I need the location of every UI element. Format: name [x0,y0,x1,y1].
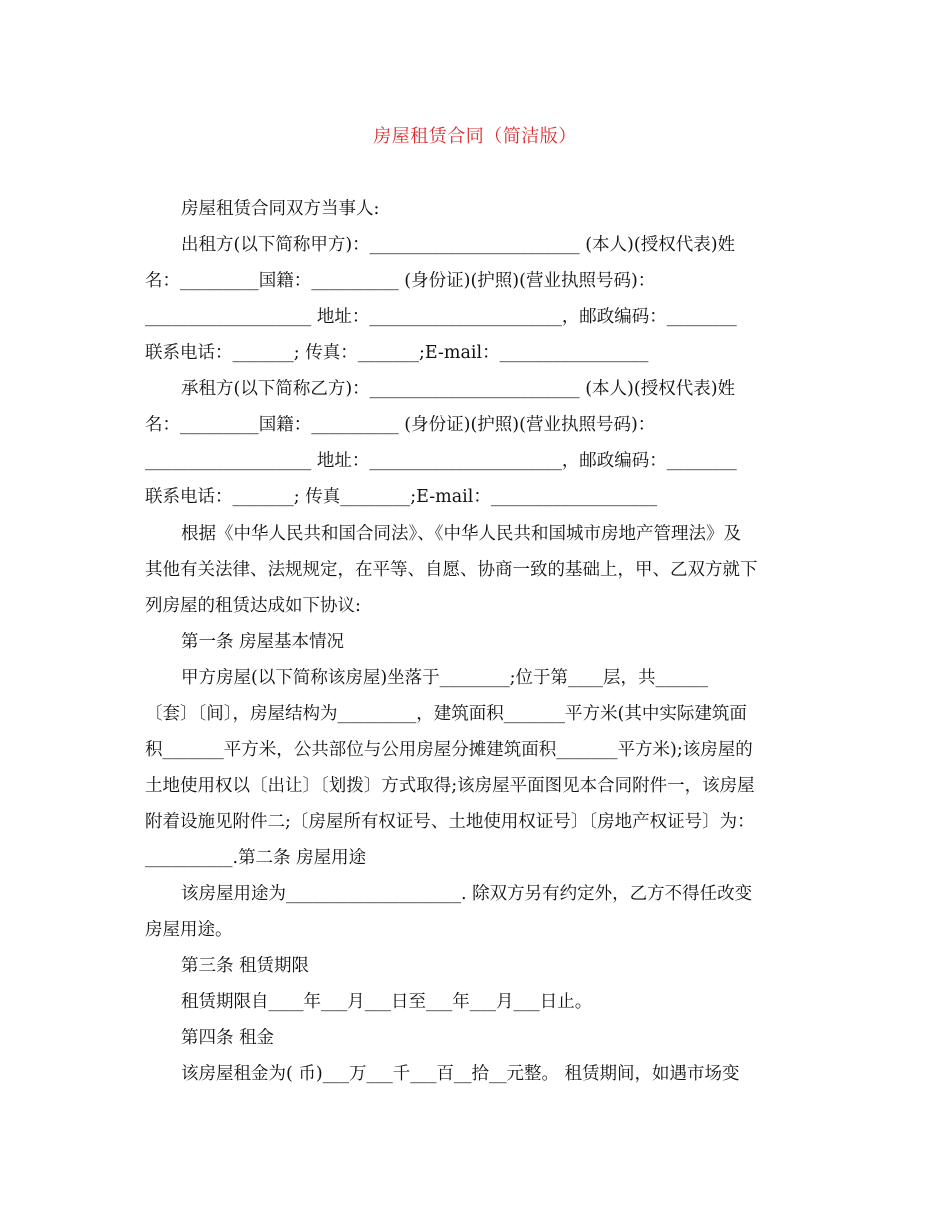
paragraph-line: 承租方(以下简称乙方)：________________________ (本人)(授权代表)姓 [181,379,736,399]
paragraph-line: 出租方(以下简称甲方)：________________________ (本人)(授权代表)姓 [181,235,736,255]
paragraph-line: 积_______平方米，公共部位与公用房屋分摊建筑面积_______平方米);该房屋的 [145,740,753,760]
paragraph-line: 该房屋用途为____________________. 除双方另有约定外，乙方不得任改变 [181,884,753,904]
paragraph-line: 联系电话：_______; 传真________;E-mail：___________________ [145,487,658,507]
paragraph-line: 名：_________国籍：__________ (身份证)(护照)(营业执照号码)： [145,415,656,435]
section-heading: 第四条 租金 [181,1028,275,1048]
paragraph-line: 附着设施见附件二;〔房屋所有权证号、土地使用权证号〕〔房地产权证号〕为： [145,812,755,832]
paragraph-line: 租赁期限自____年___月___日至___年___月___日止。 [181,992,593,1012]
paragraph-line: 列房屋的租赁达成如下协议: [145,596,361,616]
document-title: 房屋租赁合同（简洁版） [373,126,577,147]
paragraph-line: 名：_________国籍：__________ (身份证)(护照)(营业执照号码)： [145,271,656,291]
paragraph-line: ___________________ 地址：______________________，邮政编码：________ [145,451,737,471]
section-heading: 第一条 房屋基本情况 [181,632,345,652]
paragraph-line: ___________________ 地址：______________________，邮政编码：________ [145,307,737,327]
paragraph-line: 房屋用途。 [145,920,233,940]
paragraph-line: 房屋租赁合同双方当事人: [181,199,380,219]
section-heading: 第三条 租赁期限 [181,956,310,976]
paragraph-line: __________.第二条 房屋用途 [145,848,367,868]
paragraph-line: 其他有关法律、法规规定，在平等、自愿、协商一致的基础上，甲、乙双方就下 [145,560,758,580]
paragraph-line: 甲方房屋(以下简称该房屋)坐落于________;位于第____层，共______ [181,668,709,688]
paragraph-line: 联系电话：_______; 传真：_______;E-mail：_________________ [145,343,649,363]
paragraph-line: 土地使用权以〔出让〕〔划拨〕方式取得;该房屋平面图见本合同附件一，该房屋 [145,776,755,796]
paragraph-line: 〔套〕〔间〕，房屋结构为_________，建筑面积_______平方米(其中实际建筑面 [145,704,747,724]
paragraph-line: 根据《中华人民共和国合同法》、《中华人民共和国城市房地产管理法》及 [181,524,741,544]
paragraph-line: 该房屋租金为( 币)___万___千___百__拾__元整。 租赁期间，如遇市场变 [181,1064,740,1084]
